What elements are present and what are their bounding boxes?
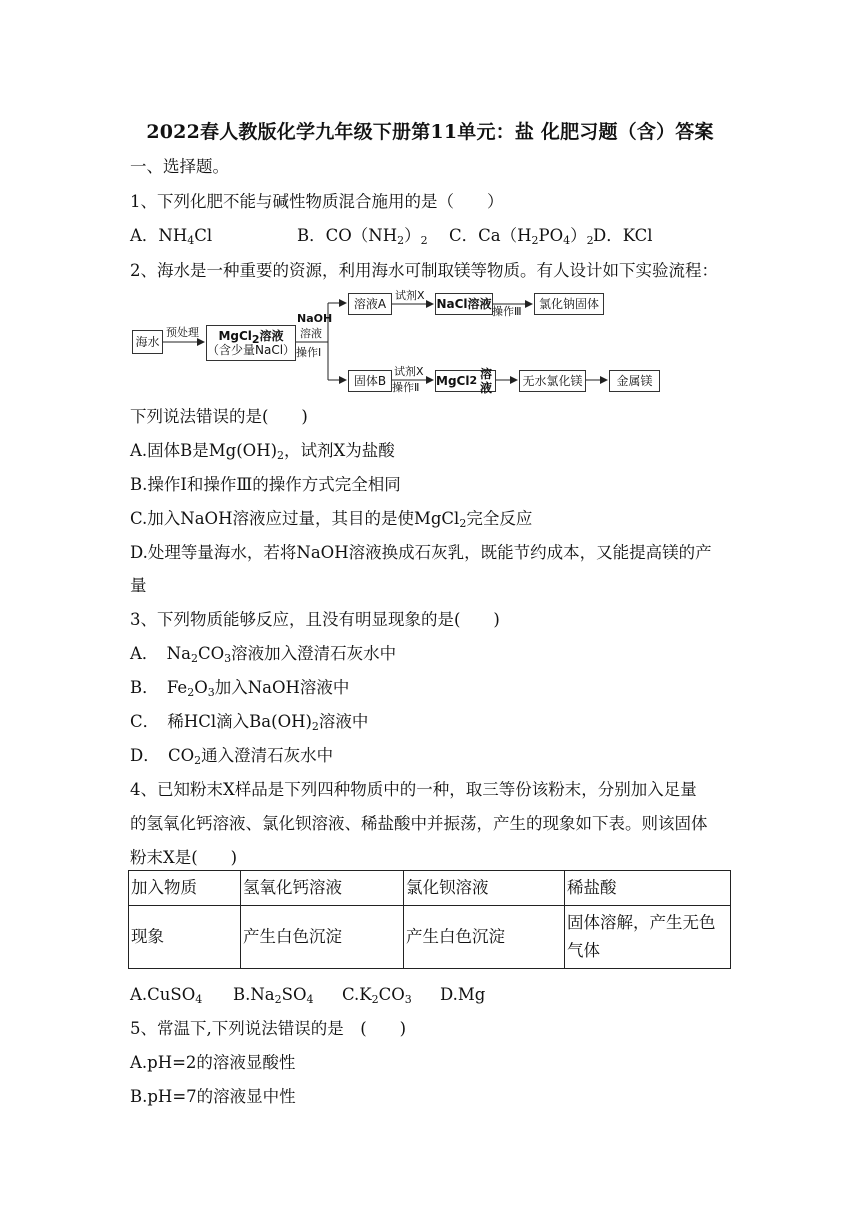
q2-prompt: 下列说法错误的是( ) <box>130 407 308 426</box>
q4-option-a: A.CuSO$_4$ <box>130 985 203 1006</box>
table-row <box>129 906 731 969</box>
q1-option-a: A．$NH_4Cl$ <box>130 226 213 247</box>
table-cell: 稀盐酸 <box>565 871 731 906</box>
seawater-box: 海水 <box>132 330 163 354</box>
table-cell: 产生白色沉淀 <box>241 906 404 969</box>
q5-option-b: B.pH=7的溶液显中性 <box>130 1087 296 1106</box>
q3-option-a: A． $Na_2CO_3$溶液加入澄清石灰水中 <box>130 644 397 665</box>
q2-option-b: B.操作Ⅰ和操作Ⅲ的操作方式完全相同 <box>130 475 401 494</box>
q4-stem-line1: 4、已知粉末X样品是下列四种物质中的一种，取三等份该粉末，分别加入足量 <box>130 780 697 799</box>
table-cell: 产生白色沉淀 <box>404 906 565 969</box>
document-title: 2022春人教版化学九年级下册第11单元：盐 化肥习题（含）答案 <box>146 121 714 143</box>
q2-option-d-line2: 量 <box>130 576 147 595</box>
anhydrous-mgcl2-box: 无水氯化镁 <box>519 370 586 392</box>
mgcl2-box-2: MgCl 2 溶液 <box>435 370 496 392</box>
table-cell: 现象 <box>129 906 241 969</box>
table-cell: 氢氧化钙溶液 <box>241 871 404 906</box>
nacl-solution-box: NaCl溶液 <box>435 293 493 315</box>
q4-stem-line2: 的氢氧化钙溶液、氯化钡溶液、稀盐酸中并振荡，产生的现象如下表。则该固体 <box>130 814 708 833</box>
op2-label: 操作Ⅱ <box>392 381 420 394</box>
q2-option-d-line1: D.处理等量海水，若将NaOH溶液换成石灰乳，既能节约成本，又能提高镁的产 <box>130 543 712 562</box>
q5-stem: 5、常温下,下列说法错误的是 ( ) <box>130 1019 407 1038</box>
pretreat-label: 预处理 <box>166 326 199 339</box>
naoh-label: NaOH <box>297 312 333 325</box>
table-cell: 氯化钡溶液 <box>404 871 565 906</box>
q3-stem: 3、下列物质能够反应，且没有明显现象的是( ) <box>130 610 500 629</box>
flow-diagram <box>130 288 660 398</box>
q3-option-b: B． $Fe_2O_3$加入NaOH溶液中 <box>130 678 350 699</box>
solid-b-box: 固体B <box>348 370 392 392</box>
q1-option-d: D．KCl <box>593 226 653 245</box>
q4-option-c: $C.K_2CO_3$ <box>342 985 412 1006</box>
reagent-x-top-label: 试剂X <box>395 289 425 302</box>
table-cell: 固体溶解，产生无色 气体 <box>565 906 731 969</box>
q5-option-a: A.pH=2的溶液显酸性 <box>130 1053 296 1072</box>
section-heading: 一、选择题。 <box>130 157 229 176</box>
q2-stem: 2、海水是一种重要的资源，利用海水可制取镁等物质。有人设计如下实验流程： <box>130 261 718 280</box>
metal-mg-box: 金属镁 <box>609 370 660 392</box>
q4-option-d: D.Mg <box>440 985 486 1004</box>
q3-option-d: D． $CO_2$通入澄清石灰水中 <box>130 746 334 767</box>
q4-stem-line3: 粉末X是( ) <box>130 848 238 867</box>
reagent-x-bottom-label: 试剂X <box>394 365 424 378</box>
q2-option-a: A.固体B是$Mg(OH)_2$，试剂X为盐酸 <box>130 441 395 462</box>
q4-table <box>128 870 731 969</box>
mgcl2-solution-box: MgCl$_2$溶液 （含少量NaCl） <box>206 325 296 361</box>
q2-option-c: C.加入NaOH溶液应过量，其目的是使MgCl$_2$完全反应 <box>130 509 533 530</box>
q3-option-c: C． 稀HCl滴入$Ba(OH)_2$溶液中 <box>130 712 369 733</box>
naoh-solution-label: 溶液 <box>300 327 322 340</box>
q1-option-c: C．$Ca(H_2PO_4)_2$ <box>449 226 594 247</box>
table-cell: 加入物质 <box>129 871 241 906</box>
q4-option-b: $B.Na_2SO_4$ <box>233 985 314 1006</box>
solution-a-box: 溶液A <box>348 293 392 315</box>
op3-label: 操作Ⅲ <box>492 305 522 318</box>
table-row <box>129 871 731 906</box>
nacl-solid-box: 氯化钠固体 <box>534 293 604 315</box>
op1-label: 操作Ⅰ <box>296 346 322 359</box>
q1-option-b: B．$CO(NH_2)_2$ <box>297 226 428 247</box>
q1-stem: 1、下列化肥不能与碱性物质混合施用的是（ ） <box>130 192 504 211</box>
